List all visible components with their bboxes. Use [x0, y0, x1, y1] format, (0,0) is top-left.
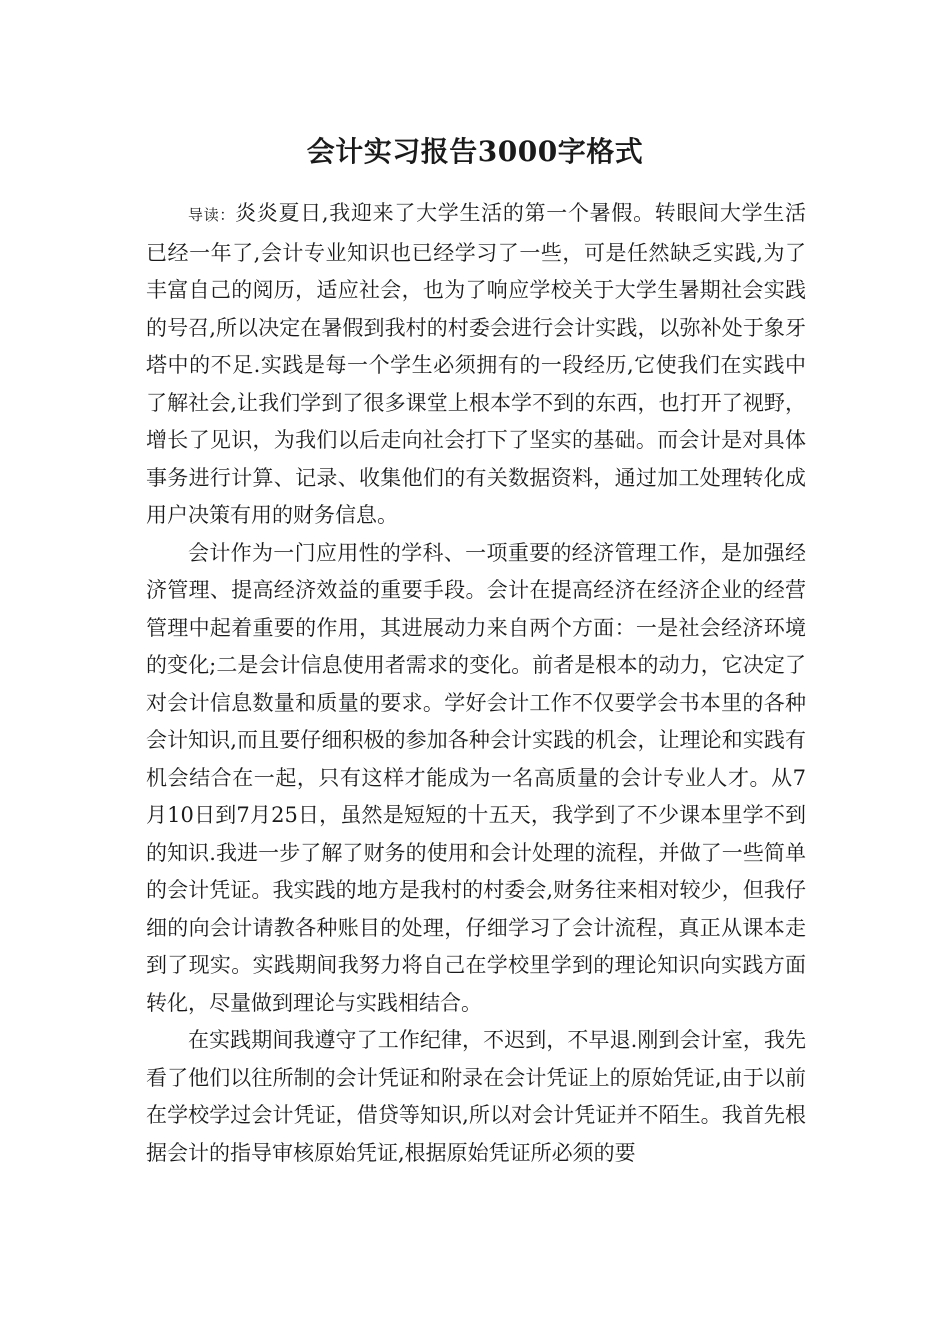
intro-paragraph — [146, 195, 806, 535]
intro-text: 炎炎夏日,我迎来了大学生活的第一个暑假。转眼间大学生活已经一年了,会计专业知识也已经学习了一些，可是任然缺乏实践,为了丰富自己的阅历，适应社会，也为了响应学校关于大学生暑期社会实践的号召,所以决定在暑假到我村的村委会进行会计实践，以弥补处于象牙塔中的不足.实践是每一个学生必须拥有的一段经历,它使我们在实践中了解社会,让我们学到了很多课堂上根本学不到的东西，也打开了视野，增长了见识，为我们以后走向社会打下了坚实的基础。而会计是对具体事务进行计算、记录、收集他们的有关数据资料，通过加工处理转化成用户决策有用的财务信息。 — [146, 201, 806, 527]
body-paragraph: 会计作为一门应用性的学科、一项重要的经济管理工作，是加强经济管理、提高经济效益的重要手段。会计在提高经济在经济企业的经营管理中起着重要的作用，其进展动力来自两个方面：一是社会经济环境的变化;二是会计信息使用者需求的变化。前者是根本的动力，它决定了对会计信息数量和质量的要求。学好会计工作不仅要学会书本里的各种会计知识,而且要仔细积极的参加各种会计实践的机会，让理论和实践有机会结合在一起，只有这样才能成为一名高质量的会计专业人才。从7月10日到7月25日，虽然是短短的十五天，我学到了不少课本里学不到的知识.我进一步了解了财务的使用和会计处理的流程，并做了一些简单的会计凭证。我实践的地方是我村的村委会,财务往来相对较少，但我仔细的向会计请教各种账目的处理，仔细学习了会计流程，真正从课本走到了现实。实践期间我努力将自己在学校里学到的理论知识向实践方面转化，尽量做到理论与实践相结合。 — [146, 540, 806, 1015]
document-body — [146, 195, 806, 1172]
intro-label: 导读： — [188, 206, 236, 224]
body-paragraph: 在实践期间我遵守了工作纪律，不迟到，不早退.刚到会计室，我先看了他们以往所制的会计凭证和附录在会计凭证上的原始凭证,由于以前在学校学过会计凭证，借贷等知识,所以对会计凭证并不陌生。我首先根据会计的指导审核原始凭证,根据原始凭证所必须的要 — [146, 1028, 806, 1165]
document-title: 会计实习报告3000字格式 — [306, 135, 644, 168]
